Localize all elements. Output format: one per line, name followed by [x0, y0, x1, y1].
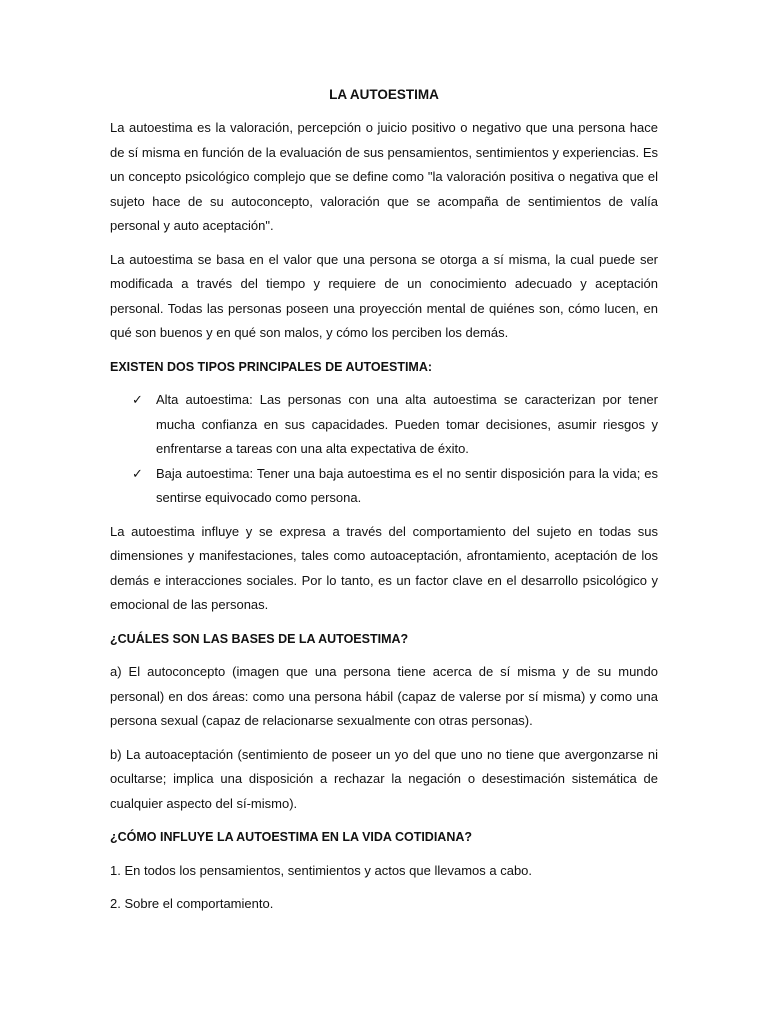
list-item-text: Alta autoestima: Las personas con una alta autoestima se caracterizan por tener mucha confianza en sus capacidades. Pueden tomar decisiones, asumir riesgos y enfrentarse a tareas con una alta expectativa de éxito.	[156, 392, 658, 456]
list-item-text: Baja autoestima: Tener una baja autoestima es el no sentir disposición para la vida; es sentirse equivocado como persona.	[156, 465, 658, 505]
document-title: LA AUTOESTIMA	[329, 87, 439, 102]
checkmark-icon: ✓	[132, 392, 143, 407]
paragraph-autoaceptacion: b) La autoaceptación (sentimiento de poseer un yo del que uno no tiene que avergonzarse ni ocultarse; implica una disposición a rechazar la negación o desestimación sistemática de cualquier aspecto del sí-mismo).	[110, 746, 658, 811]
paragraph-autoconcepto: a) El autoconcepto (imagen que una persona tiene acerca de sí misma y de su mundo personal) en dos áreas: como una persona hábil (capaz de valerse por sí misma) y como una persona sexual (capaz de relacionarse sexualmente con otras personas).	[110, 664, 658, 728]
heading-types: EXISTEN DOS TIPOS PRINCIPALES DE AUTOESTIMA:	[110, 359, 433, 374]
numbered-item: 2. Sobre el comportamiento.	[110, 896, 274, 911]
list-item	[110, 388, 658, 462]
heading-bases: ¿CUÁLES SON LAS BASES DE LA AUTOESTIMA?	[110, 631, 409, 646]
numbered-item: 1. En todos los pensamientos, sentimientos y actos que llevamos a cabo.	[110, 862, 533, 878]
document-body	[110, 84, 658, 926]
checkmark-icon: ✓	[132, 465, 143, 481]
paragraph-value: La autoestima se basa en el valor que una persona se otorga a sí misma, la cual puede ser modificada a través del tiempo y requiere de un conocimiento adecuado y aceptación personal. Todas las personas poseen una proyección mental de quiénes son, cómo lucen, en qué son buenos y en qué son malos, y cómo los perciben los demás.	[110, 251, 658, 340]
list-item	[110, 462, 658, 511]
types-list	[110, 388, 658, 511]
heading-daily-life: ¿CÓMO INFLUYE LA AUTOESTIMA EN LA VIDA COTIDIANA?	[110, 830, 473, 844]
paragraph-influence: La autoestima influye y se expresa a través del comportamiento del sujeto en todas sus dimensiones y manifestaciones, tales como autoaceptación, afrontamiento, aceptación de los demás e interacciones sociales. Por lo tanto, es un factor clave en el desarrollo psicológico y emocional de las personas.	[110, 523, 658, 612]
paragraph-definition: La autoestima es la valoración, percepción o juicio positivo o negativo que una persona hace de sí misma en función de la evaluación de sus pensamientos, sentimientos y experiencias. Es un concepto psicológico complejo que se define como "la valoración positiva o negativa que el sujeto hace de su autoconcepto, valoración que se acompaña de sentimientos de valía personal y auto aceptación".	[110, 120, 658, 233]
